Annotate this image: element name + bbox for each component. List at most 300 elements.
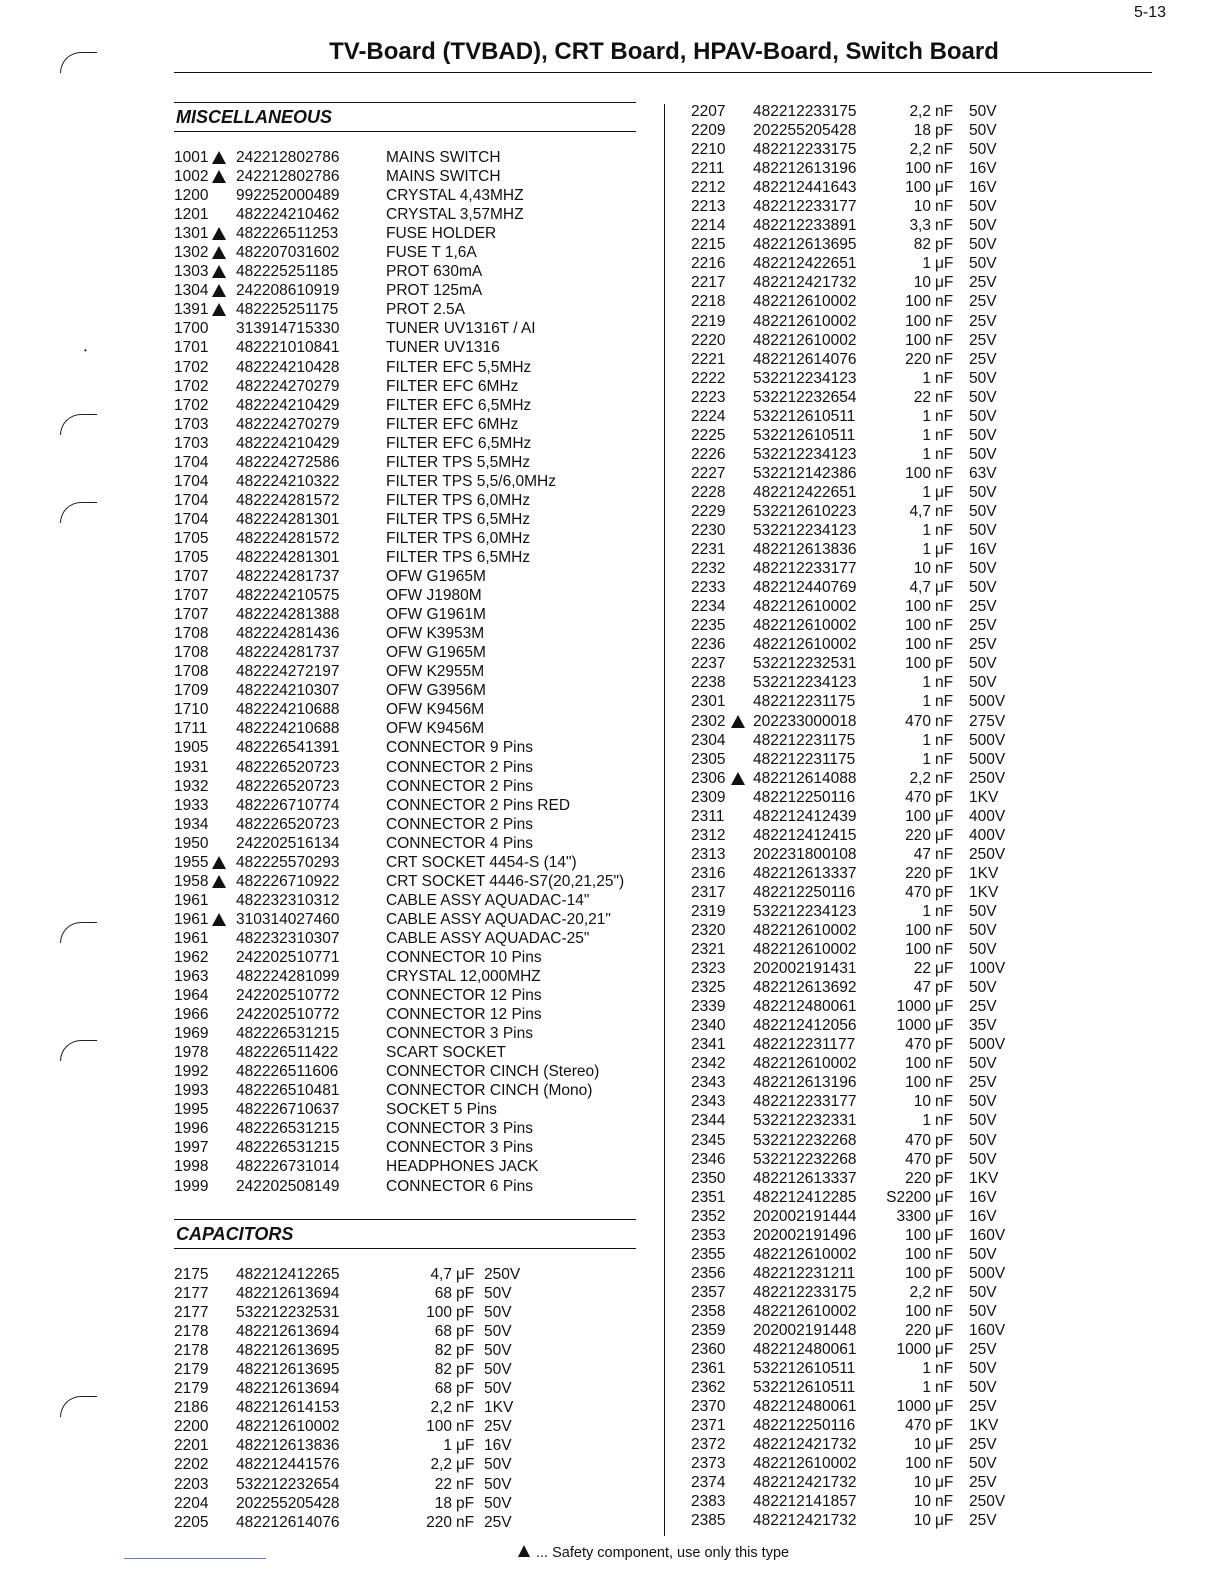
part-code: 482226710922	[236, 872, 340, 890]
voltage-rating: 16V	[969, 541, 997, 559]
capacitance-value: 100	[426, 1304, 452, 1322]
footer-link-rule	[124, 1558, 266, 1559]
capacitance-value: 4,7	[430, 1266, 452, 1283]
capacitance-unit: μF	[935, 274, 954, 292]
position-number: 2220	[691, 331, 726, 349]
table-row	[174, 567, 644, 586]
voltage-rating: 1KV	[969, 788, 999, 806]
capacitance-unit: μF	[456, 1456, 475, 1474]
capacitance-unit: nF	[935, 922, 954, 940]
part-code: 482212231175	[753, 731, 856, 749]
capacitance-unit: pF	[935, 1036, 954, 1054]
position-number: 2228	[691, 483, 726, 501]
table-row	[174, 548, 644, 567]
capacitance-unit: μF	[456, 1437, 475, 1455]
part-description: CONNECTOR 2 Pins RED	[386, 796, 571, 814]
capacitance-value: 1	[922, 426, 931, 444]
table-row	[691, 673, 1031, 692]
capacitance-value: 100	[905, 464, 931, 482]
part-code: 482212233177	[753, 1093, 857, 1111]
part-code: 482212141857	[753, 1493, 857, 1511]
position-number: 1710	[174, 701, 209, 719]
position-number: 2323	[691, 960, 726, 978]
capacitance-value: 10	[913, 1436, 931, 1454]
voltage-rating: 50V	[484, 1361, 512, 1379]
capacitance-value: 100	[905, 807, 931, 825]
part-code: 482212422651	[753, 483, 857, 501]
capacitance-value: 470	[905, 712, 931, 730]
voltage-rating: 63V	[969, 464, 997, 482]
part-description: FILTER TPS 6,5MHz	[386, 548, 531, 566]
position-number: 1905	[174, 739, 209, 757]
position-number: 1704	[174, 453, 209, 471]
position-number: 2219	[691, 312, 726, 330]
capacitance-value: 1	[922, 407, 931, 425]
part-code: 482224270279	[236, 415, 340, 433]
position-number: 1001	[174, 149, 209, 166]
capacitance-value: 1	[922, 731, 931, 749]
position-number: 1304	[174, 282, 209, 300]
position-number: 2177	[174, 1304, 209, 1322]
part-description: MAINS SWITCH	[386, 149, 501, 166]
capacitance-value: 2,2	[909, 103, 931, 120]
position-number: 1963	[174, 968, 209, 986]
part-code: 482212412285	[753, 1188, 857, 1206]
part-description: FILTER TPS 6,5MHz	[386, 510, 531, 528]
table-row	[174, 1436, 644, 1455]
part-code: 482212610002	[753, 293, 857, 311]
table-row	[174, 1177, 644, 1196]
capacitance-value: 100	[905, 941, 931, 959]
position-number: 1932	[174, 777, 209, 795]
voltage-rating: 100V	[969, 960, 1006, 978]
binder-hole-mark	[60, 1040, 97, 1061]
position-number: 2371	[691, 1417, 726, 1435]
column-divider	[664, 104, 665, 1536]
part-code: 532212232531	[753, 655, 857, 673]
part-description: TUNER UV1316T / AI	[386, 320, 536, 338]
binder-hole-mark	[60, 414, 97, 435]
position-number: 2321	[691, 941, 726, 959]
part-code: 482224281099	[236, 968, 340, 986]
capacitance-value: 470	[905, 883, 931, 901]
position-number: 2226	[691, 445, 726, 463]
position-number: 1301	[174, 225, 209, 243]
part-code: 482212613692	[753, 979, 857, 997]
position-number: 2313	[691, 845, 726, 863]
capacitance-unit: nF	[935, 617, 954, 635]
part-code: 532212232654	[753, 388, 857, 406]
part-code: 242202510772	[236, 987, 340, 1005]
capacitance-value: 22	[434, 1475, 452, 1493]
capacitance-unit: μF	[935, 1207, 954, 1225]
part-description: FILTER EFC 6MHz	[386, 377, 519, 395]
table-row	[691, 1283, 1031, 1302]
capacitance-unit: pF	[935, 864, 954, 882]
position-number: 1711	[174, 720, 208, 738]
voltage-rating: 50V	[969, 426, 997, 444]
table-row	[691, 331, 1031, 350]
voltage-rating: 25V	[969, 636, 997, 654]
part-description: FILTER EFC 5,5MHz	[386, 358, 532, 376]
capacitance-unit: μF	[935, 255, 954, 273]
position-number: 1997	[174, 1139, 209, 1157]
capacitance-value: 4,7	[909, 502, 931, 520]
capacitance-unit: nF	[935, 1074, 954, 1092]
part-code: 482212613694	[236, 1285, 340, 1303]
table-row	[174, 281, 644, 300]
part-code: 482224210429	[236, 434, 340, 452]
position-number: 2304	[691, 731, 726, 749]
position-number: 2339	[691, 998, 726, 1016]
table-row	[174, 643, 644, 662]
capacitance-value: 100	[905, 1074, 931, 1092]
capacitance-value: 1	[922, 255, 931, 273]
position-number: 2362	[691, 1379, 726, 1397]
title-rule	[174, 72, 1152, 73]
part-description: PROT 125mA	[386, 282, 483, 300]
binder-hole-mark	[60, 52, 97, 73]
voltage-rating: 50V	[969, 255, 997, 273]
position-number: 1958	[174, 872, 209, 890]
part-code: 482212610002	[753, 1302, 857, 1320]
voltage-rating: 25V	[969, 1341, 997, 1359]
voltage-rating: 50V	[969, 674, 997, 692]
position-number: 2370	[691, 1398, 726, 1416]
table-row	[174, 758, 644, 777]
table-row	[174, 472, 644, 491]
part-code: 482212412415	[753, 826, 857, 844]
position-number: 2201	[174, 1437, 209, 1455]
part-code: 482226731014	[236, 1158, 340, 1176]
part-code: 482212421732	[753, 1512, 857, 1530]
part-code: 313914715330	[236, 320, 340, 338]
position-number: 2232	[691, 560, 726, 578]
capacitance-unit: pF	[456, 1323, 475, 1341]
voltage-rating: 50V	[969, 407, 997, 425]
position-number: 2234	[691, 598, 726, 616]
table-row	[174, 186, 644, 205]
part-code: 202231800108	[753, 845, 857, 863]
part-code: 532212234123	[753, 369, 857, 387]
capacitance-value: 10	[913, 560, 931, 578]
capacitance-unit: nF	[935, 217, 954, 235]
table-row	[691, 407, 1031, 426]
capacitance-value: 100	[905, 636, 931, 654]
table-row	[174, 681, 644, 700]
capacitance-value: 4,7	[909, 579, 931, 597]
voltage-rating: 250V	[484, 1266, 521, 1283]
position-number: 2340	[691, 1017, 726, 1035]
voltage-rating: 25V	[484, 1513, 512, 1531]
part-code: 532212232654	[236, 1475, 340, 1493]
position-number: 2207	[691, 103, 726, 120]
capacitance-value: 100	[905, 293, 931, 311]
page-title: TV-Board (TVBAD), CRT Board, HPAV-Board, Switch Board	[329, 38, 999, 65]
table-row	[174, 1341, 644, 1360]
position-number: 2213	[691, 198, 726, 216]
capacitance-unit: nF	[935, 312, 954, 330]
table-row	[174, 1455, 644, 1474]
voltage-rating: 25V	[969, 1474, 997, 1492]
position-number: 2215	[691, 236, 726, 254]
position-number: 2237	[691, 655, 726, 673]
part-description: SCART SOCKET	[386, 1044, 507, 1062]
table-row	[691, 159, 1031, 178]
table-row	[691, 540, 1031, 559]
table-row	[691, 1016, 1031, 1035]
capacitance-value: 100	[905, 1264, 931, 1282]
capacitance-unit: μF	[935, 1188, 954, 1206]
part-code: 482212614088	[753, 769, 857, 787]
capacitance-unit: pF	[935, 1417, 954, 1435]
table-row	[691, 1207, 1031, 1226]
capacitance-value: 1	[443, 1437, 452, 1455]
part-code: 202255205428	[753, 122, 857, 140]
capacitance-unit: pF	[456, 1285, 475, 1303]
table-row	[691, 1359, 1031, 1378]
part-description: CONNECTOR 3 Pins	[386, 1139, 533, 1157]
voltage-rating: 50V	[969, 217, 997, 235]
part-code: 482212421732	[753, 1474, 857, 1492]
table-row	[691, 1111, 1031, 1130]
capacitance-value: 470	[905, 1417, 931, 1435]
capacitance-unit: nF	[935, 1055, 954, 1073]
capacitance-value: 100	[905, 598, 931, 616]
part-code: 482224210462	[236, 206, 340, 224]
table-row	[691, 940, 1031, 959]
position-number: 1962	[174, 948, 209, 966]
part-code: 532212232268	[753, 1131, 857, 1149]
table-row	[174, 167, 644, 186]
table-row	[174, 1100, 644, 1119]
part-code: 482224210688	[236, 720, 340, 738]
table-row	[691, 1492, 1031, 1511]
capacitance-unit: μF	[935, 826, 954, 844]
capacitance-unit: pF	[935, 788, 954, 806]
position-number: 2221	[691, 350, 726, 368]
voltage-rating: 50V	[969, 1283, 997, 1301]
table-row	[691, 788, 1031, 807]
table-row	[691, 1397, 1031, 1416]
capacitance-unit: μF	[935, 1398, 954, 1416]
table-row	[174, 834, 644, 853]
table-row	[691, 807, 1031, 826]
voltage-rating: 25V	[969, 617, 997, 635]
part-code: 482224210307	[236, 682, 340, 700]
position-number: 1961	[174, 929, 209, 947]
voltage-rating: 16V	[969, 1188, 997, 1206]
table-row	[691, 959, 1031, 978]
position-number: 2345	[691, 1131, 726, 1149]
capacitance-unit: pF	[935, 1150, 954, 1168]
table-row	[691, 864, 1031, 883]
table-row	[174, 491, 644, 510]
capacitance-unit: μF	[456, 1266, 475, 1283]
part-code: 532212234123	[753, 902, 857, 920]
table-row	[691, 312, 1031, 331]
voltage-rating: 25V	[969, 312, 997, 330]
voltage-rating: 16V	[969, 160, 997, 178]
position-number: 2383	[691, 1493, 726, 1511]
position-number: 2202	[174, 1456, 209, 1474]
position-number: 2359	[691, 1322, 726, 1339]
table-row	[174, 738, 644, 757]
position-number: 1931	[174, 758, 209, 776]
capacitance-unit: nF	[935, 1379, 954, 1397]
part-code: 482212231175	[753, 693, 856, 711]
voltage-rating: 16V	[969, 1207, 997, 1225]
capacitance-value: 3,3	[909, 217, 931, 235]
table-row	[691, 426, 1031, 445]
voltage-rating: 50V	[969, 1150, 997, 1168]
table-row	[691, 712, 1031, 731]
table-row	[691, 1321, 1031, 1340]
part-code: 532212610511	[753, 426, 856, 444]
capacitance-value: 10	[913, 198, 931, 216]
position-number: 2312	[691, 826, 726, 844]
voltage-rating: 50V	[969, 502, 997, 520]
position-number: 2357	[691, 1283, 726, 1301]
part-code: 532212610511	[753, 1360, 856, 1378]
part-description: CRYSTAL 12,000MHZ	[386, 968, 541, 986]
voltage-rating: 25V	[969, 350, 997, 368]
position-number: 1992	[174, 1063, 209, 1081]
capacitance-unit: pF	[935, 979, 954, 997]
part-code: 482224210322	[236, 472, 340, 490]
capacitance-value: 1	[922, 522, 931, 540]
part-code: 482212233177	[753, 560, 857, 578]
table-row	[691, 464, 1031, 483]
capacitance-unit: nF	[935, 350, 954, 368]
part-description: CONNECTOR 12 Pins	[386, 1006, 542, 1024]
table-row	[174, 262, 644, 281]
capacitance-unit: μF	[935, 579, 954, 597]
capacitance-value: 220	[905, 864, 931, 882]
part-description: CRT SOCKET 4446-S7(20,21,25")	[386, 872, 625, 890]
capacitance-unit: μF	[935, 179, 954, 197]
part-code: 482212231211	[753, 1264, 856, 1282]
voltage-rating: 1KV	[969, 1169, 999, 1187]
part-description: FUSE T 1,6A	[386, 244, 477, 262]
capacitance-value: 470	[905, 788, 931, 806]
part-code: 482232310307	[236, 929, 340, 947]
table-row	[174, 719, 644, 738]
capacitors-list-left	[174, 1265, 644, 1532]
part-code: 482212614153	[236, 1399, 340, 1417]
part-code: 532212610511	[753, 407, 856, 425]
voltage-rating: 50V	[969, 941, 997, 959]
voltage-rating: 50V	[969, 103, 997, 120]
voltage-rating: 1KV	[969, 883, 999, 901]
part-code: 482212610002	[753, 331, 857, 349]
voltage-rating: 50V	[969, 1379, 997, 1397]
table-row	[174, 1322, 644, 1341]
table-row	[691, 216, 1031, 235]
capacitance-value: 1	[922, 1360, 931, 1378]
footnote	[518, 1545, 789, 1561]
safety-triangle-icon	[518, 1545, 530, 1557]
capacitance-unit: pF	[935, 236, 954, 254]
part-description: PROT 2.5A	[386, 301, 465, 319]
table-row	[174, 1119, 644, 1138]
part-code: 202002191444	[753, 1207, 857, 1225]
table-row	[691, 1454, 1031, 1473]
table-row	[691, 1435, 1031, 1454]
part-code: 482212613694	[236, 1380, 340, 1398]
part-code: 482212613196	[753, 160, 857, 178]
capacitance-value: 100	[905, 1226, 931, 1244]
voltage-rating: 50V	[969, 655, 997, 673]
capacitance-value: 100	[905, 1455, 931, 1473]
voltage-rating: 50V	[969, 141, 997, 159]
position-number: 2179	[174, 1380, 209, 1398]
part-code: 532212610511	[753, 1379, 856, 1397]
voltage-rating: 25V	[969, 274, 997, 292]
voltage-rating: 250V	[969, 769, 1006, 787]
voltage-rating: 50V	[969, 902, 997, 920]
part-code: 482212614076	[236, 1513, 340, 1531]
position-number: 1391	[174, 301, 209, 319]
table-row	[174, 243, 644, 262]
capacitance-unit: μF	[935, 1017, 954, 1035]
table-row	[691, 445, 1031, 464]
table-row	[174, 1360, 644, 1379]
part-code: 482212610002	[753, 312, 857, 330]
part-code: 242208610919	[236, 282, 340, 300]
table-row	[174, 1024, 644, 1043]
position-number: 1707	[174, 587, 209, 605]
part-code: 482212613695	[236, 1342, 340, 1360]
capacitance-unit: nF	[935, 1093, 954, 1111]
part-code: 482232310312	[236, 891, 340, 909]
part-code: 482224210428	[236, 358, 340, 376]
table-row	[174, 224, 644, 243]
table-row	[691, 1035, 1031, 1054]
table-row	[174, 453, 644, 472]
part-code: 482224210688	[236, 701, 340, 719]
capacitance-value: 100	[905, 1302, 931, 1320]
capacitance-value: 1	[922, 674, 931, 692]
part-code: 482212412265	[236, 1266, 340, 1283]
part-code: 482226520723	[236, 777, 340, 795]
position-number: 2227	[691, 464, 726, 482]
voltage-rating: 50V	[969, 1131, 997, 1149]
part-description: CONNECTOR 3 Pins	[386, 1120, 533, 1138]
position-number: 1966	[174, 1006, 209, 1024]
table-row	[174, 586, 644, 605]
position-number: 2200	[174, 1418, 209, 1436]
capacitance-value: 100	[905, 1055, 931, 1073]
voltage-rating: 50V	[969, 922, 997, 940]
capacitance-unit: pF	[935, 1264, 954, 1282]
position-number: 1999	[174, 1177, 209, 1195]
part-code: 482224281301	[236, 510, 340, 528]
capacitance-value: 100	[905, 160, 931, 178]
table-row	[174, 872, 644, 891]
part-description: CRYSTAL 3,57MHZ	[386, 206, 524, 224]
page-number: 5-13	[1133, 4, 1166, 21]
part-description: CONNECTOR CINCH (Mono)	[386, 1082, 593, 1100]
part-code: 482212440769	[753, 579, 857, 597]
voltage-rating: 250V	[969, 845, 1006, 863]
position-number: 2235	[691, 617, 726, 635]
part-code: 532212234123	[753, 674, 857, 692]
part-code: 242202510771	[236, 948, 340, 966]
capacitance-unit: pF	[456, 1494, 475, 1512]
table-row	[174, 929, 644, 948]
part-description: FILTER EFC 6,5MHz	[386, 396, 532, 414]
